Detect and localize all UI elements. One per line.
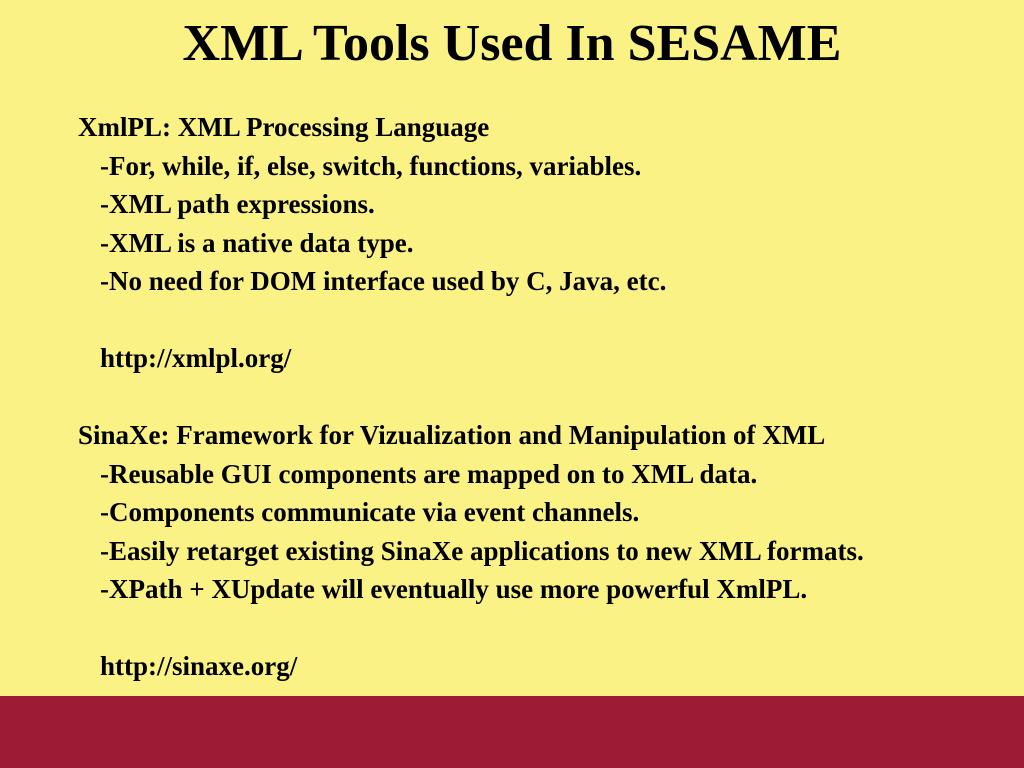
body-line: -For, while, if, else, switch, functions, variables. [100,150,642,181]
body-line: -XML path expressions. [100,189,375,219]
body-line: -Components communicate via event channels. [100,497,640,527]
body-line: -No need for DOM interface used by C, Java, etc. [100,266,667,296]
body-line: -XPath + XUpdate will eventually use more powerful XmlPL. [100,574,808,604]
body-line: XmlPL: XML Processing Language [78,112,490,142]
page-title: XML Tools Used In SESAME [182,15,842,72]
spacer-line [78,609,1008,648]
spacer-line [78,378,1008,417]
slide-body [78,108,1008,686]
body-line: -Reusable GUI components are mapped on to XML data. [100,458,758,489]
footer-bar [0,696,1024,768]
body-link[interactable]: http://sinaxe.org/ [100,651,298,681]
body-line: SinaXe: Framework for Vizualization and Manipulation of XML [78,420,826,450]
spacer-line [78,301,1008,340]
body-line: -XML is a native data type. [100,227,414,258]
body-link[interactable]: http://xmlpl.org/ [100,343,292,373]
body-line: -Easily retarget existing SinaXe applications to new XML formats. [100,535,864,566]
